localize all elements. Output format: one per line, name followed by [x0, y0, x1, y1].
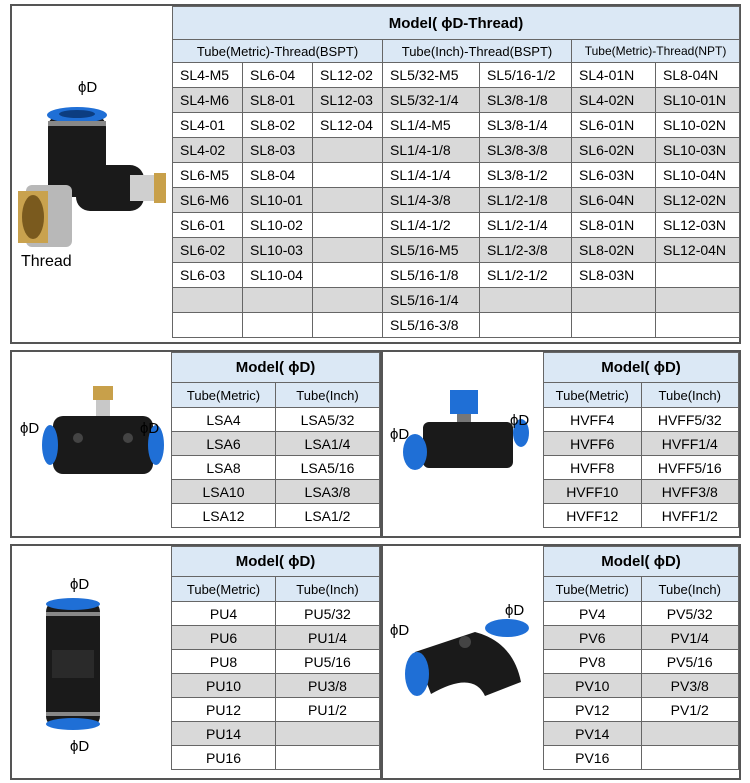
table-cell: SL1/2-1/2	[480, 263, 572, 288]
phi-d-label: ϕD	[78, 79, 98, 96]
table-cell: SL3/8-1/8	[480, 88, 572, 113]
table-cell	[313, 213, 383, 238]
table-row	[173, 163, 740, 188]
column-header: Tube(Inch)	[641, 383, 739, 408]
table-row	[173, 263, 740, 288]
table-cell: LSA4	[172, 408, 276, 432]
table-cell: LSA5/16	[276, 456, 380, 480]
table-title: Model( ϕD)	[172, 353, 380, 383]
table-cell	[313, 288, 383, 313]
table-cell: PU16	[172, 746, 276, 770]
table-cell: SL1/4-3/8	[383, 188, 480, 213]
table-cell: SL8-02	[243, 113, 313, 138]
table-cell: SL12-03	[313, 88, 383, 113]
thread-label: Thread	[21, 253, 72, 270]
table-cell: PV5/16	[641, 650, 739, 674]
table-row	[544, 504, 739, 528]
table-row	[172, 456, 380, 480]
table-cell: SL10-02	[243, 213, 313, 238]
phi-d-right: ϕD	[505, 602, 525, 619]
table-row	[172, 746, 380, 770]
phi-d-left: ϕD	[390, 426, 410, 443]
table-row	[544, 746, 739, 770]
table-cell: PU14	[172, 722, 276, 746]
table-cell: LSA1/4	[276, 432, 380, 456]
table-row	[172, 480, 380, 504]
column-header: Tube(Inch)	[641, 577, 739, 602]
table-cell: PU3/8	[276, 674, 380, 698]
table-cell	[276, 722, 380, 746]
table-row	[173, 188, 740, 213]
table-cell	[480, 313, 572, 338]
table-cell: HVFF5/16	[641, 456, 739, 480]
column-header: Tube(Inch)-Thread(BSPT)	[383, 40, 572, 63]
table-cell: SL5/16-3/8	[383, 313, 480, 338]
table-row	[544, 650, 739, 674]
table-cell	[173, 313, 243, 338]
pv-model-table	[543, 546, 739, 770]
table-cell: PU1/4	[276, 626, 380, 650]
table-cell: SL1/4-1/8	[383, 138, 480, 163]
table-row	[544, 432, 739, 456]
column-header: Tube(Inch)	[276, 383, 380, 408]
pv-fitting-image	[395, 612, 535, 712]
table-cell: SL4-02N	[572, 88, 656, 113]
column-header: Tube(Inch)	[276, 577, 380, 602]
table-cell: SL5/16-1/8	[383, 263, 480, 288]
table-cell	[572, 288, 656, 313]
table-cell: SL5/16-1/2	[480, 63, 572, 88]
table-cell: PV1/2	[641, 698, 739, 722]
table-row	[172, 674, 380, 698]
table-cell: LSA10	[172, 480, 276, 504]
table-cell: LSA8	[172, 456, 276, 480]
table-title: Model( ϕD-Thread)	[173, 7, 740, 40]
table-row	[544, 722, 739, 746]
table-cell	[313, 138, 383, 163]
table-cell: SL10-01	[243, 188, 313, 213]
column-header: Tube(Metric)	[544, 383, 642, 408]
table-cell: PU1/2	[276, 698, 380, 722]
table-row	[544, 698, 739, 722]
table-cell: SL12-04	[313, 113, 383, 138]
table-title: Model( ϕD)	[544, 353, 739, 383]
table-row	[173, 313, 740, 338]
table-cell: SL12-02N	[656, 188, 740, 213]
table-cell: HVFF3/8	[641, 480, 739, 504]
table-cell: SL6-02N	[572, 138, 656, 163]
table-row	[544, 602, 739, 626]
table-cell: SL10-04N	[656, 163, 740, 188]
table-title: Model( ϕD)	[172, 547, 380, 577]
phi-d-top: ϕD	[70, 576, 90, 593]
table-cell: SL6-03N	[572, 163, 656, 188]
table-cell: PV12	[544, 698, 642, 722]
table-cell: PV10	[544, 674, 642, 698]
table-cell: SL1/2-1/8	[480, 188, 572, 213]
table-cell: SL6-M6	[173, 188, 243, 213]
table-cell: SL8-03	[243, 138, 313, 163]
table-cell	[313, 188, 383, 213]
table-cell	[641, 722, 739, 746]
table-row	[544, 480, 739, 504]
column-header: Tube(Metric)	[172, 383, 276, 408]
table-cell: SL6-01	[173, 213, 243, 238]
table-row	[544, 456, 739, 480]
table-cell: SL4-01	[173, 113, 243, 138]
table-cell: SL3/8-1/2	[480, 163, 572, 188]
table-row	[172, 432, 380, 456]
table-cell	[243, 288, 313, 313]
table-row	[173, 213, 740, 238]
table-cell: PV3/8	[641, 674, 739, 698]
table-row	[172, 504, 380, 528]
column-header: Tube(Metric)	[544, 577, 642, 602]
table-cell: PU5/32	[276, 602, 380, 626]
table-cell: SL1/4-1/4	[383, 163, 480, 188]
table-row	[172, 650, 380, 674]
table-cell: PU5/16	[276, 650, 380, 674]
table-row	[173, 88, 740, 113]
table-cell: HVFF10	[544, 480, 642, 504]
table-cell: PU12	[172, 698, 276, 722]
table-row	[544, 626, 739, 650]
phi-d-right: ϕD	[510, 412, 530, 429]
table-row	[172, 698, 380, 722]
table-cell: PV14	[544, 722, 642, 746]
table-cell: SL12-03N	[656, 213, 740, 238]
table-cell: SL8-03N	[572, 263, 656, 288]
table-row	[173, 138, 740, 163]
table-cell: HVFF1/2	[641, 504, 739, 528]
table-cell: PV16	[544, 746, 642, 770]
table-cell: SL1/4-M5	[383, 113, 480, 138]
table-cell: SL8-04N	[656, 63, 740, 88]
table-cell: HVFF1/4	[641, 432, 739, 456]
table-cell: HVFF8	[544, 456, 642, 480]
table-cell: SL10-03	[243, 238, 313, 263]
table-cell	[276, 746, 380, 770]
table-title: Model( ϕD)	[544, 547, 739, 577]
table-cell	[480, 288, 572, 313]
table-cell: SL1/2-3/8	[480, 238, 572, 263]
table-row	[172, 602, 380, 626]
sl-fitting-image	[18, 95, 173, 255]
table-cell: SL4-01N	[572, 63, 656, 88]
table-cell	[313, 238, 383, 263]
table-cell: SL12-02	[313, 63, 383, 88]
table-cell: PV1/4	[641, 626, 739, 650]
lsa-model-table	[171, 352, 380, 528]
table-cell: LSA6	[172, 432, 276, 456]
table-cell: SL4-02	[173, 138, 243, 163]
table-row	[544, 408, 739, 432]
table-cell: SL1/4-1/2	[383, 213, 480, 238]
table-cell: SL5/16-M5	[383, 238, 480, 263]
table-cell	[313, 313, 383, 338]
table-cell: SL10-04	[243, 263, 313, 288]
table-cell: PU4	[172, 602, 276, 626]
table-cell: PV5/32	[641, 602, 739, 626]
table-cell	[173, 288, 243, 313]
table-row	[544, 674, 739, 698]
table-cell	[243, 313, 313, 338]
table-cell: SL10-03N	[656, 138, 740, 163]
phi-d-bottom: ϕD	[70, 738, 90, 755]
table-cell: SL3/8-1/4	[480, 113, 572, 138]
table-cell: LSA12	[172, 504, 276, 528]
sl-model-table	[172, 6, 740, 338]
phi-d-left: ϕD	[390, 622, 410, 639]
table-cell: SL1/2-1/4	[480, 213, 572, 238]
table-cell: SL12-04N	[656, 238, 740, 263]
table-cell	[656, 313, 740, 338]
table-cell: SL8-04	[243, 163, 313, 188]
column-header: Tube(Metric)-Thread(BSPT)	[173, 40, 383, 63]
table-cell: SL6-04	[243, 63, 313, 88]
table-cell: SL8-01	[243, 88, 313, 113]
table-row	[173, 288, 740, 313]
column-header: Tube(Metric)-Thread(NPT)	[572, 40, 740, 63]
table-cell: SL3/8-3/8	[480, 138, 572, 163]
table-cell	[656, 263, 740, 288]
table-cell: SL6-04N	[572, 188, 656, 213]
phi-d-right: ϕD	[140, 420, 160, 437]
pu-fitting-image	[42, 598, 104, 730]
table-cell: SL6-03	[173, 263, 243, 288]
table-cell: PV8	[544, 650, 642, 674]
table-row	[173, 63, 740, 88]
phi-d-left: ϕD	[20, 420, 40, 437]
table-row	[173, 113, 740, 138]
table-cell: SL5/16-1/4	[383, 288, 480, 313]
table-cell: SL5/32-1/4	[383, 88, 480, 113]
table-cell: SL8-01N	[572, 213, 656, 238]
table-cell	[641, 746, 739, 770]
table-cell: PU6	[172, 626, 276, 650]
table-cell: PU8	[172, 650, 276, 674]
table-cell: SL4-M6	[173, 88, 243, 113]
table-cell: SL10-01N	[656, 88, 740, 113]
table-cell: HVFF6	[544, 432, 642, 456]
column-header: Tube(Metric)	[172, 577, 276, 602]
table-cell: SL6-M5	[173, 163, 243, 188]
table-cell: HVFF4	[544, 408, 642, 432]
table-cell: SL5/32-M5	[383, 63, 480, 88]
table-cell: HVFF5/32	[641, 408, 739, 432]
table-cell: PU10	[172, 674, 276, 698]
table-cell: LSA3/8	[276, 480, 380, 504]
table-cell	[656, 288, 740, 313]
hvff-fitting-image	[395, 388, 530, 483]
table-cell: SL4-M5	[173, 63, 243, 88]
table-row	[173, 238, 740, 263]
table-cell: PV6	[544, 626, 642, 650]
table-cell: SL8-02N	[572, 238, 656, 263]
pu-model-table	[171, 546, 380, 770]
table-cell: LSA5/32	[276, 408, 380, 432]
table-cell: SL6-01N	[572, 113, 656, 138]
table-cell: LSA1/2	[276, 504, 380, 528]
table-cell: HVFF12	[544, 504, 642, 528]
table-cell	[313, 263, 383, 288]
table-row	[172, 408, 380, 432]
table-cell	[313, 163, 383, 188]
table-cell	[572, 313, 656, 338]
hvff-model-table	[543, 352, 739, 528]
table-row	[172, 722, 380, 746]
table-row	[172, 626, 380, 650]
table-cell: SL10-02N	[656, 113, 740, 138]
table-cell: SL6-02	[173, 238, 243, 263]
table-cell: PV4	[544, 602, 642, 626]
